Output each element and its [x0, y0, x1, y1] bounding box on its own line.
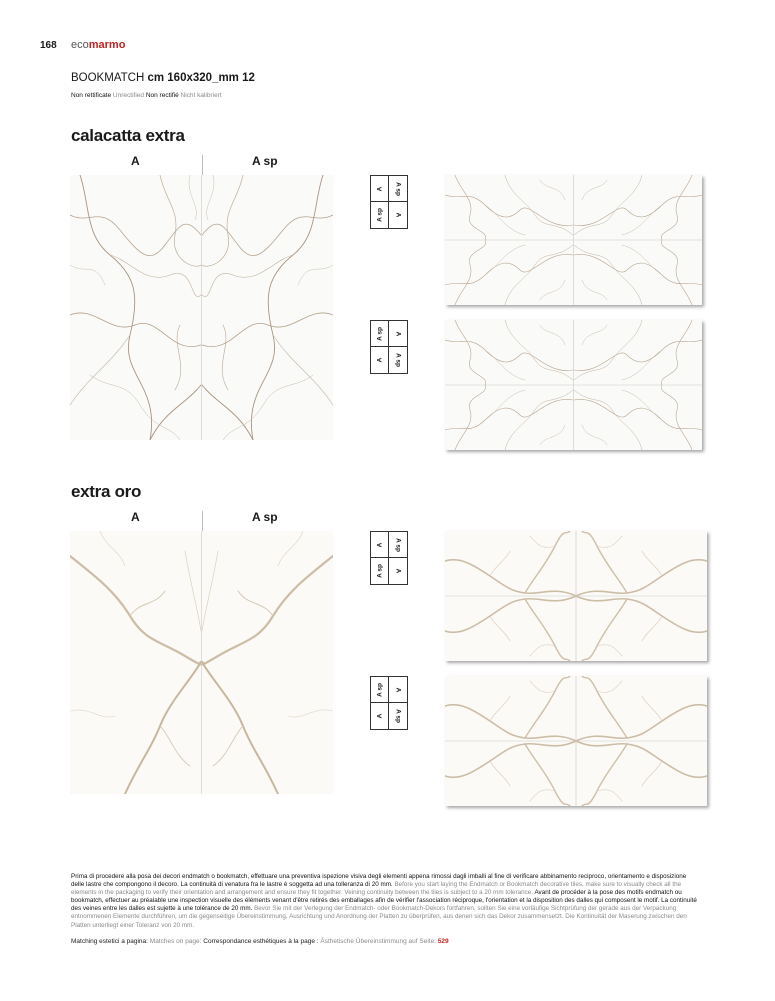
diagram-label-a: A — [394, 331, 402, 336]
diagram-label-a: A — [394, 687, 402, 692]
slab-label-asp: A sp — [252, 154, 278, 168]
page-number: 168 — [40, 40, 57, 51]
layout-diagram-horizontal-alt — [370, 676, 408, 730]
slab-pair-extra-oro — [70, 531, 333, 794]
diagram-cell — [389, 321, 407, 347]
diagram-cell — [389, 532, 407, 558]
slab-pair-calacatta-extra — [70, 175, 333, 440]
slab-label-a: A — [131, 510, 140, 524]
diagram-cell — [389, 176, 407, 202]
diagram-cell — [371, 321, 389, 347]
diagram-label-asp: A sp — [394, 353, 402, 367]
matching-en: Matches on page: — [149, 938, 202, 945]
layout-diagram-horizontal — [370, 531, 408, 585]
diagram-cell — [371, 703, 389, 729]
brand-logo — [71, 39, 125, 51]
bookmatch-layout-1 — [445, 175, 702, 305]
bookmatch-layout-2 — [445, 320, 702, 450]
matching-de: Ästhetische Übereinstimmung auf Seite: — [320, 938, 436, 945]
diagram-label-asp: A sp — [376, 564, 383, 578]
diagram-label-a: A — [376, 542, 383, 547]
diagram-cell — [371, 677, 389, 703]
matching-it: Matching estetici a pagina: — [71, 938, 148, 945]
diagram-cell — [371, 202, 389, 228]
diagram-cell — [371, 347, 389, 373]
diagram-cell — [389, 677, 407, 703]
diagram-label-asp: A sp — [394, 709, 402, 723]
diagram-cell — [389, 558, 407, 584]
diagram-label-asp: A sp — [376, 208, 383, 222]
center-divider — [202, 511, 203, 531]
matching-fr: Correspondance esthétiques à la page : — [203, 938, 319, 945]
bookmatch-layout-3 — [445, 531, 707, 661]
diagram-label-asp: A sp — [394, 537, 402, 552]
rating-en: Unrectified — [112, 92, 144, 99]
diagram-cell — [389, 347, 407, 373]
matching-reference — [71, 938, 449, 945]
diagram-cell — [389, 202, 407, 228]
diagram-label-asp: A sp — [376, 682, 383, 697]
rating-fr: Non rectifié — [145, 92, 179, 99]
diagram-label-asp: A sp — [394, 181, 402, 196]
diagram-label-a: A — [376, 186, 383, 191]
diagram-cell — [371, 532, 389, 558]
slab-label-asp: A sp — [252, 510, 278, 524]
format-size: cm 160x320_mm 12 — [147, 72, 255, 84]
center-divider — [202, 155, 203, 175]
bookmatch-layout-4 — [445, 676, 707, 806]
rectification-note — [71, 92, 222, 99]
diagram-label-asp: A sp — [376, 326, 383, 341]
diagram-label-a: A — [394, 212, 402, 218]
diagram-label-a: A — [376, 357, 383, 363]
installation-note — [71, 873, 701, 930]
format-title — [71, 72, 255, 84]
section-title: extra oro — [71, 482, 142, 501]
note-it: Prima di procedere alla posa dei decori endmatch o bookmatch, effettuare una preventiva ispezione visiva degli elementi appena rimossi dagli imballi al fine di verificare abbinamento reciproco, orientamento e disposizione delle lastre che compongono il decoro. La continuità di venatura fra le lastre è soggetta ad una tolleranza di 20 mm. — [71, 873, 687, 889]
layout-diagram-horizontal — [370, 175, 408, 229]
slab-label-a: A — [131, 154, 140, 168]
matching-page-link[interactable]: 529 — [437, 938, 449, 945]
section-title: calacatta extra — [71, 126, 185, 145]
note-en: Before you start laying the Endmatch or Bookmatch decorative tiles, make sure to visually check all the elements in the packaging to verify their orientation and arrangement and ensure they fit together. Veining continuity between the tiles is subject to a 20 mm tolerance. — [71, 881, 682, 897]
diagram-cell — [371, 176, 389, 202]
diagram-label-a: A — [376, 713, 383, 719]
note-fr: Avant de procéder à la pose des motifs endmatch ou bookmatch, effectuer au préalable une inspection visuelle des éléments venant d'être retirés des emballages afin de vérifier l'association réciproque, l'orientation et la disposition des dalles qui composent le motif. La continuité des veines entre les dalles est sujette à une tolérance de 20 mm. — [71, 889, 697, 913]
rating-it: Non rettificate — [71, 92, 112, 99]
layout-diagram-horizontal-alt — [370, 320, 408, 374]
format-prefix: BOOKMATCH — [71, 72, 145, 84]
brand-suffix: marmo — [88, 39, 126, 51]
brand-prefix: eco — [71, 39, 89, 51]
diagram-cell — [389, 703, 407, 729]
diagram-cell — [371, 558, 389, 584]
rating-de: Nicht kalibriert — [180, 92, 222, 99]
diagram-label-a: A — [394, 568, 402, 574]
note-de: Bevor Sie mit der Verlegung der Endmatch- oder Bookmatch-Dekors fortfahren, sollten Sie eine vorläufige Sichtprüfung der gerade aus der Verpackung entnommenen Elemente durchführen, um die gegenseitige Übereinstimmung, Ausrichtung und Anordnung der Platten zu überprüfen, aus denen sich das Dekor zusammensetzt. Die Kontinuität der Maserung zwischen den Platten unterliegt einer Toleranz von 20 mm. — [71, 905, 687, 929]
